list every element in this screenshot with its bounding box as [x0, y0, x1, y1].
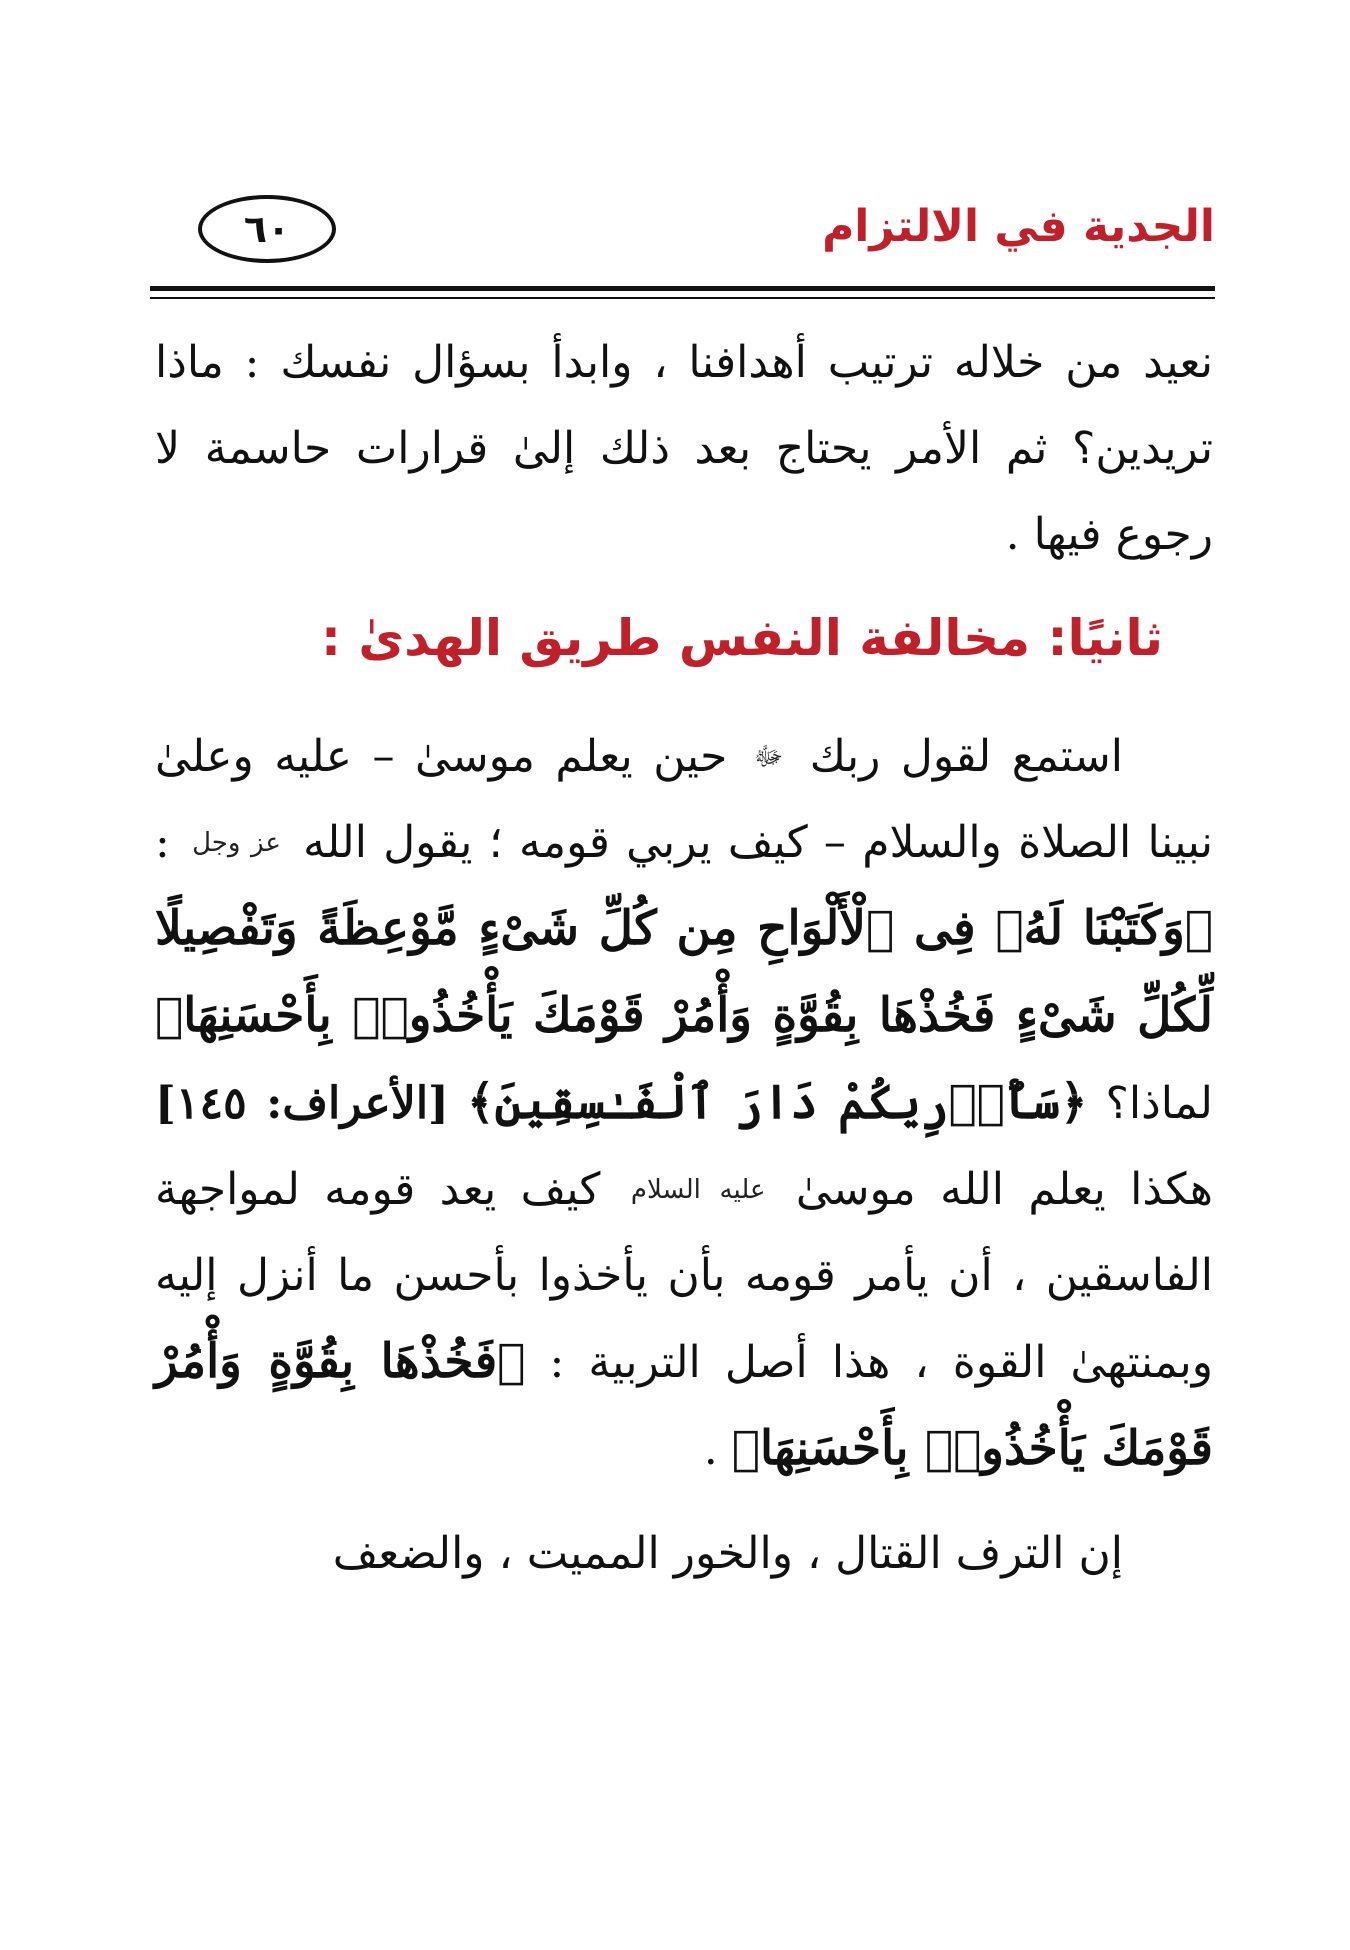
paragraph-luxury: إن الترف القتال ، والخور المميت ، والضعف — [332, 1528, 1123, 1579]
honorific-glyph-alayhi-salam: عليه السلام — [630, 1175, 766, 1205]
text-segment: كيف يعد قومه لمواجهة الفاسقين ، أن يأمر قومه بأن يأخذوا بأحسن ما أنزل إليه وبمنتهىٰ القوة ، هذا أصل التربية : — [155, 1164, 1213, 1388]
header-rule-thin — [150, 297, 1215, 299]
verse-reference: [الأعراف: ١٤٥] — [155, 1078, 449, 1129]
paragraph-gap — [155, 1493, 1213, 1511]
quran-verse: ﴿فَخُذْهَا بِقُوَّةٍ وَأْمُرْ قَوْمَكَ يَأْخُذُوا۟ بِأَحْسَنِهَا﴾ — [155, 1334, 1213, 1476]
page-content — [155, 320, 1213, 1597]
paragraph-continuation: نعيد من خلاله ترتيب أهدافنا ، وابدأ بسؤال نفسك : ماذا تريدين؟ ثم الأمر يحتاج بعد ذلك إلىٰ قرارات حاسمة لا رجوع فيها . — [155, 337, 1213, 560]
section-heading: ثانيًا: مخالفة النفس طريق الهدىٰ : — [320, 609, 1163, 667]
honorific-glyph-azza-wajal: عز وجل — [192, 828, 281, 858]
text-segment: حين يعلم موسىٰ – عليه وعلىٰ نبينا الصلاة والسلام – كيف يربي قومه ؛ يقول الله — [155, 731, 1213, 868]
text-segment: استمع لقول ربك — [809, 731, 1123, 782]
running-title: الجدية في الالتزام — [822, 201, 1215, 252]
text-segment: . — [703, 1424, 718, 1475]
honorific-glyph-jalla: ﷻ — [753, 742, 784, 772]
text-segment: هكذا يعلم الله موسىٰ — [795, 1164, 1213, 1215]
quran-verse: ﴿سَأُو۟رِيكُمْ دَارَ ٱلْفَـٰسِقِينَ﴾ — [466, 1075, 1088, 1130]
text-segment: لماذا؟ — [1105, 1078, 1213, 1129]
page-number: ٦٠ — [198, 195, 336, 263]
page-header — [150, 195, 1215, 280]
quran-verse: ﴿وَكَتَبْنَا لَهُۥ فِى ٱلْأَلْوَاحِ مِن كُلِّ شَىْءٍ مَّوْعِظَةً وَتَفْصِيلًا لِّكُلِّ شَىْءٍ فَخُذْهَا بِقُوَّةٍ وَأْمُرْ قَوْمَكَ يَأْخُذُوا۟ بِأَحْسَنِهَا﴾ — [155, 901, 1213, 1043]
text-segment: : — [155, 817, 170, 868]
header-rule-thick — [150, 286, 1215, 291]
paragraph-moses-teaching — [155, 714, 1213, 1493]
